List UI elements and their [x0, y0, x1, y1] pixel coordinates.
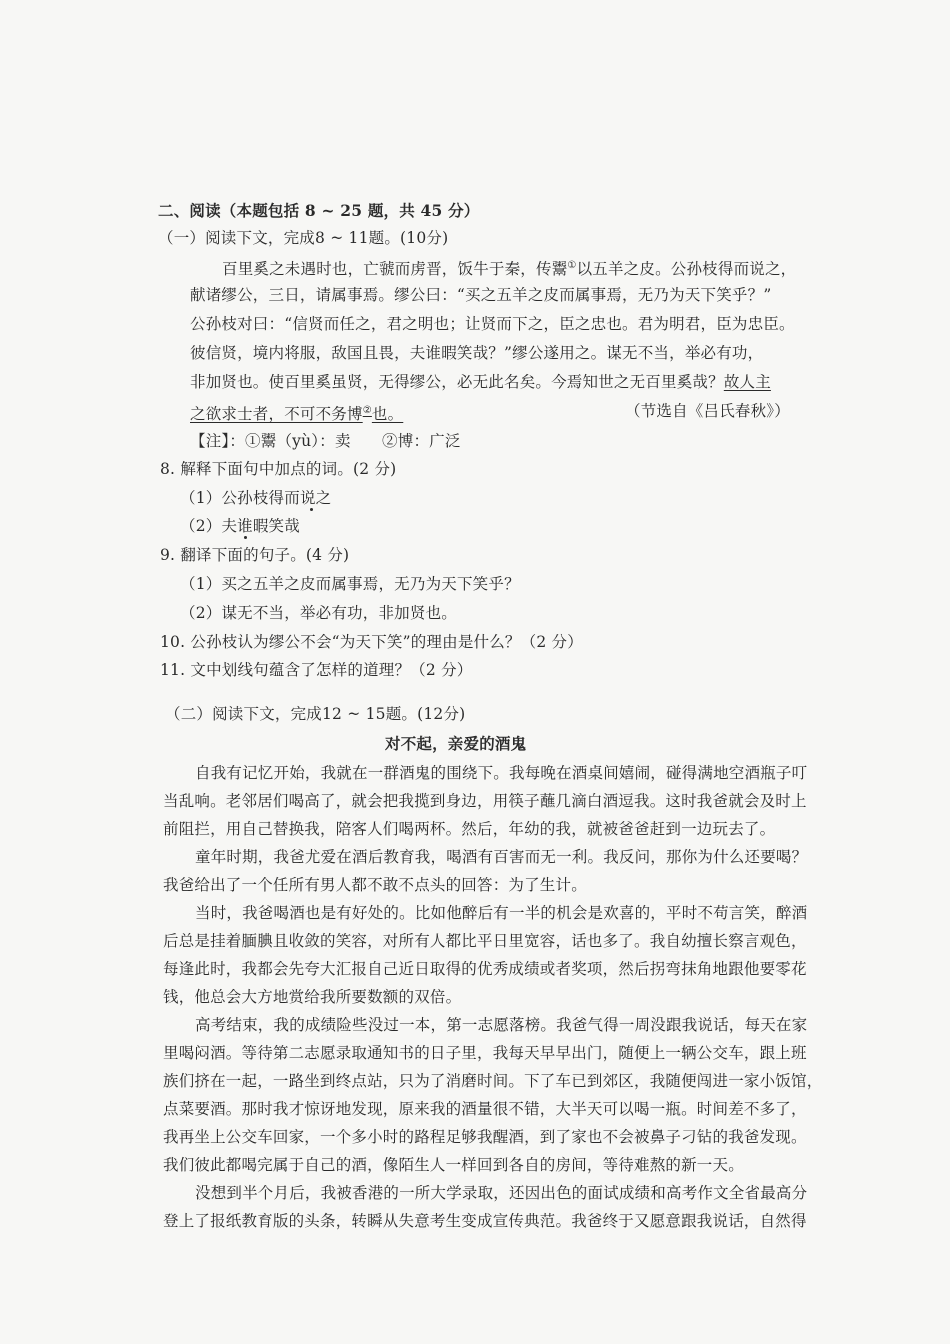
essay-line: 族们挤在一起，一路坐到终点站，只为了消磨时间。下了车已到郊区，我随便闯进一家小饭馆， [163, 1072, 823, 1090]
question-11: 11. 文中划线句蕴含了怎样的道理？（2 分） [160, 661, 473, 679]
underlined-sentence: 也。 [371, 405, 404, 424]
essay-line: 我们彼此都喝完属于自己的酒，像陌生人一样回到各自的房间，等待难熬的新一天。 [163, 1156, 744, 1174]
question-8: 8. 解释下面句中加点的词。(2 分) [160, 460, 397, 478]
essay-line: 里喝闷酒。等待第二志愿录取通知书的日子里，我每天早早出门，随便上一辆公交车，跟上班 [163, 1044, 807, 1062]
emphasis-dot [245, 533, 246, 534]
section-header: 二、阅读（本题包括 8 ~ 25 题，共 45 分） [158, 201, 480, 220]
essay-line: 后总是挂着腼腆且收敛的笑容，对所有人都比平日里宽容，话也多了。我自幼擅长察言观色， [163, 932, 807, 950]
essay-line: 当乱响。老邻居们喝高了，就会把我揽到身边，用筷子蘸几滴白酒逗我。这时我爸就会及时上 [163, 792, 807, 810]
question-9-1: （1）买之五羊之皮而属事焉，无乃为天下笑乎？ [180, 575, 520, 593]
essay-line: 我爸给出了一个任所有男人都不敢不点头的回答：为了生计。 [163, 876, 587, 894]
question-8-1: （1）公孙枝得而说之 [180, 489, 332, 507]
note-marker-1: ① [567, 260, 577, 271]
question-9: 9. 翻译下面的句子。(4 分) [160, 546, 350, 564]
essay-line: 前阻拦，用自己替换我，陪客人们喝两杯。然后，年幼的我，就被爸爸赶到一边玩去了。 [163, 820, 776, 838]
passage-line: 非加贤也。使百里奚虽贤，无得缪公，必无此名矣。今焉知世之无百里奚哉？ [190, 373, 724, 391]
underlined-sentence: 故人主 [723, 373, 771, 391]
essay-line: 每逢此时，我都会先夸大汇报自己近日取得的优秀成绩或者奖项，然后拐弯抹角地跟他要零花 [163, 960, 807, 978]
passage-line: 以五羊之皮。公孙枝得而说之， [576, 260, 797, 279]
essay-line: 自我有记忆开始，我就在一群酒鬼的围绕下。我每晚在酒桌间嬉闹，碰得满地空酒瓶子叮 [195, 764, 808, 782]
essay-line: 我再坐上公交车回家，一个多小时的路程足够我醒酒，到了家也不会被鼻子刁钻的我爸发现。 [163, 1128, 807, 1146]
question-10: 10. 公孙枝认为缪公不会“为天下笑”的理由是什么？（2 分） [160, 633, 583, 651]
emphasis-dot [311, 505, 312, 506]
question-8-2: （2）夫谁暇笑哉 [180, 517, 300, 535]
essay-line: 当时，我爸喝酒也是有好处的。比如他醉后有一半的机会是欢喜的，平时不苟言笑，醉酒 [195, 904, 808, 922]
question-9-2: （2）谋无不当，举必有功，非加贤也。 [180, 604, 457, 622]
part2-header: （二）阅读下文，完成12 ~ 15题。(12分) [165, 705, 466, 723]
underlined-sentence: 之欲求士者，不可不务博 [190, 405, 363, 424]
footnote: 【注】：①鬻（yù）：卖 ②博：广泛 [190, 432, 461, 450]
essay-line: 没想到半个月后，我被香港的一所大学录取，还因出色的面试成绩和高考作文全省最高分 [195, 1184, 808, 1202]
essay-line: 童年时期，我爸尤爱在酒后教育我，喝酒有百害而无一利。我反问，那你为什么还要喝？ [195, 848, 808, 866]
essay-line: 点菜要酒。那时我才惊讶地发现，原来我的酒量很不错，大半天可以喝一瓶。时间差不多了， [163, 1100, 807, 1118]
note-marker-2: ② [362, 405, 372, 416]
essay-title: 对不起，亲爱的酒鬼 [385, 734, 527, 753]
passage-line: 百里奚之未遇时也，亡虢而虏晋，饭牛于秦，传鬻 [222, 260, 568, 279]
essay-line: 高考结束，我的成绩险些没过一本，第一志愿落榜。我爸气得一周没跟我说话，每天在家 [195, 1016, 808, 1034]
passage-line: 彼信贤，境内将服，敌国且畏，夫谁暇笑哉？”缪公遂用之。谋无不当，举必有功， [190, 344, 764, 362]
passage-line: 献诸缪公，三日，请属事焉。缪公曰：“买之五羊之皮而属事焉，无乃为天下笑乎？” [190, 286, 772, 304]
essay-line: 钱，他总会大方地赏给我所要数额的双倍。 [163, 988, 462, 1006]
passage-line: 公孙枝对曰：“信贤而任之，君之明也；让贤而下之，臣之忠也。君为明君，臣为忠臣。 [190, 315, 795, 333]
source-citation: （节选自《吕氏春秋》） [625, 402, 790, 420]
essay-line: 登上了报纸教育版的头条，转瞬从失意考生变成宣传典范。我爸终于又愿意跟我说话，自然得 [163, 1212, 807, 1230]
part1-header: （一）阅读下文，完成8 ~ 11题。(10分) [158, 229, 449, 247]
